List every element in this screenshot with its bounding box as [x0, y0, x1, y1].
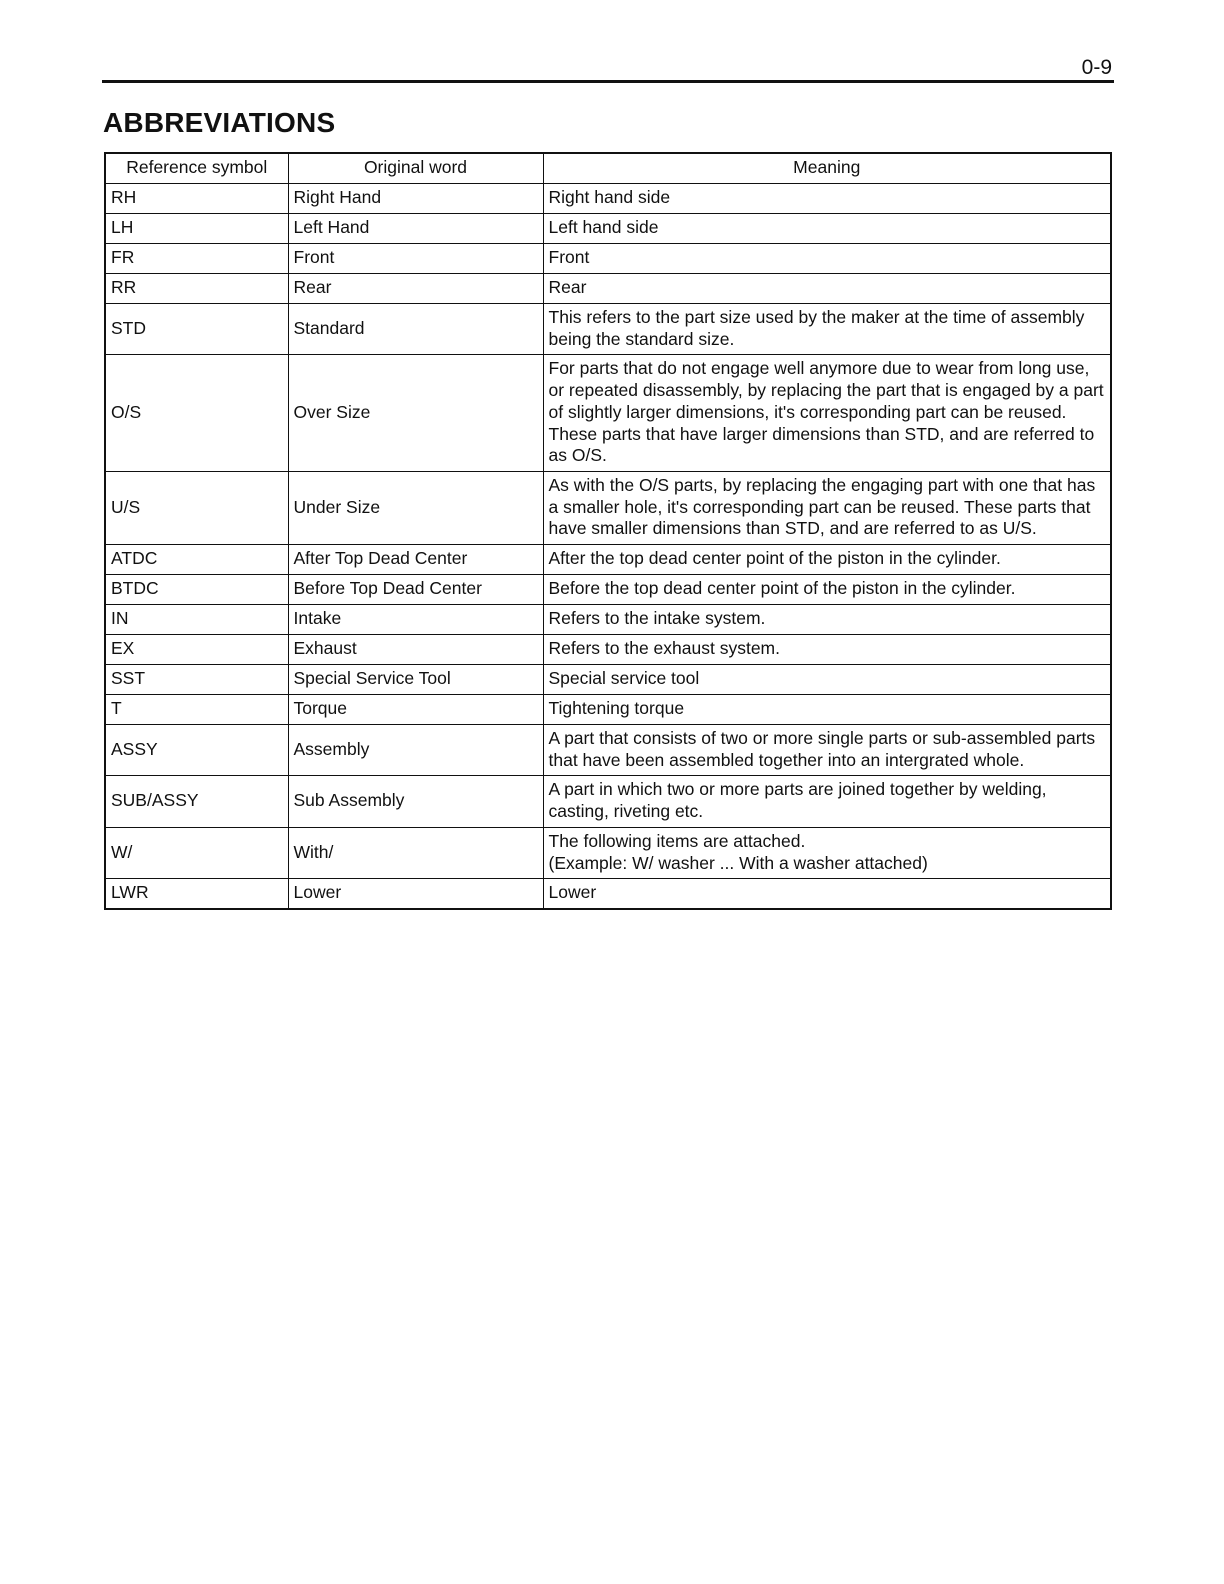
header-rule	[102, 80, 1114, 83]
reference-symbol-cell: FR	[105, 244, 288, 274]
table-row	[105, 635, 1111, 665]
meaning-cell: Lower	[543, 879, 1111, 910]
original-word-cell: Over Size	[288, 355, 543, 472]
original-word-cell: Exhaust	[288, 635, 543, 665]
original-word-cell: Sub Assembly	[288, 776, 543, 827]
meaning-cell: Refers to the intake system.	[543, 605, 1111, 635]
original-word-cell: With/	[288, 827, 543, 878]
page-number: 0-9	[1081, 56, 1112, 79]
original-word-cell: Left Hand	[288, 214, 543, 244]
meaning-cell: Left hand side	[543, 214, 1111, 244]
column-header-reference-symbol: Reference symbol	[105, 153, 288, 184]
original-word-cell: Intake	[288, 605, 543, 635]
reference-symbol-cell: O/S	[105, 355, 288, 472]
reference-symbol-cell: T	[105, 695, 288, 725]
original-word-cell: Lower	[288, 879, 543, 910]
original-word-cell: Standard	[288, 304, 543, 355]
original-word-cell: Before Top Dead Center	[288, 575, 543, 605]
reference-symbol-cell: RR	[105, 274, 288, 304]
original-word-cell: Under Size	[288, 471, 543, 544]
table-row	[105, 355, 1111, 472]
original-word-cell: Assembly	[288, 725, 543, 776]
original-word-cell: Front	[288, 244, 543, 274]
meaning-cell: Right hand side	[543, 184, 1111, 214]
meaning-cell: Tightening torque	[543, 695, 1111, 725]
meaning-cell: Special service tool	[543, 665, 1111, 695]
original-word-cell: Torque	[288, 695, 543, 725]
meaning-cell: This refers to the part size used by the maker at the time of assembly being the standard size.	[543, 304, 1111, 355]
table-row	[105, 605, 1111, 635]
meaning-cell: After the top dead center point of the piston in the cylinder.	[543, 545, 1111, 575]
reference-symbol-cell: IN	[105, 605, 288, 635]
table-row	[105, 214, 1111, 244]
original-word-cell: Rear	[288, 274, 543, 304]
meaning-cell: A part that consists of two or more single parts or sub-assembled parts that have been assembled together into an intergrated whole.	[543, 725, 1111, 776]
original-word-cell: Right Hand	[288, 184, 543, 214]
reference-symbol-cell: RH	[105, 184, 288, 214]
table-row	[105, 274, 1111, 304]
table-row	[105, 575, 1111, 605]
table-row	[105, 304, 1111, 355]
table-row	[105, 725, 1111, 776]
reference-symbol-cell: U/S	[105, 471, 288, 544]
meaning-cell: Before the top dead center point of the piston in the cylinder.	[543, 575, 1111, 605]
meaning-cell: The following items are attached. (Example: W/ washer ... With a washer attached)	[543, 827, 1111, 878]
meaning-cell: For parts that do not engage well anymore due to wear from long use, or repeated disassembly, by replacing the part that is engaged by a part of slightly larger dimensions, it's corresponding part can be reused. These parts that have larger dimensions than STD, and are referred to as O/S.	[543, 355, 1111, 472]
meaning-cell: A part in which two or more parts are joined together by welding, casting, riveting etc.	[543, 776, 1111, 827]
column-header-original-word: Original word	[288, 153, 543, 184]
meaning-cell: Refers to the exhaust system.	[543, 635, 1111, 665]
reference-symbol-cell: SUB/ASSY	[105, 776, 288, 827]
table-row	[105, 827, 1111, 878]
reference-symbol-cell: EX	[105, 635, 288, 665]
meaning-cell: Front	[543, 244, 1111, 274]
table-row	[105, 879, 1111, 910]
original-word-cell: After Top Dead Center	[288, 545, 543, 575]
table-row	[105, 545, 1111, 575]
reference-symbol-cell: SST	[105, 665, 288, 695]
page-title: ABBREVIATIONS	[103, 107, 336, 138]
abbreviations-table	[104, 152, 1112, 910]
original-word-cell: Special Service Tool	[288, 665, 543, 695]
table-header-row	[105, 153, 1111, 184]
reference-symbol-cell: STD	[105, 304, 288, 355]
table-row	[105, 244, 1111, 274]
meaning-cell: As with the O/S parts, by replacing the engaging part with one that has a smaller hole, it's corresponding part can be reused. These parts that have smaller dimensions than STD, and are referred to as U/S.	[543, 471, 1111, 544]
abbreviations-table-container	[104, 152, 1112, 910]
table-row	[105, 471, 1111, 544]
table-row	[105, 776, 1111, 827]
reference-symbol-cell: LH	[105, 214, 288, 244]
reference-symbol-cell: LWR	[105, 879, 288, 910]
column-header-meaning: Meaning	[543, 153, 1111, 184]
table-row	[105, 184, 1111, 214]
reference-symbol-cell: W/	[105, 827, 288, 878]
reference-symbol-cell: ASSY	[105, 725, 288, 776]
reference-symbol-cell: ATDC	[105, 545, 288, 575]
table-row	[105, 665, 1111, 695]
reference-symbol-cell: BTDC	[105, 575, 288, 605]
meaning-cell: Rear	[543, 274, 1111, 304]
table-row	[105, 695, 1111, 725]
